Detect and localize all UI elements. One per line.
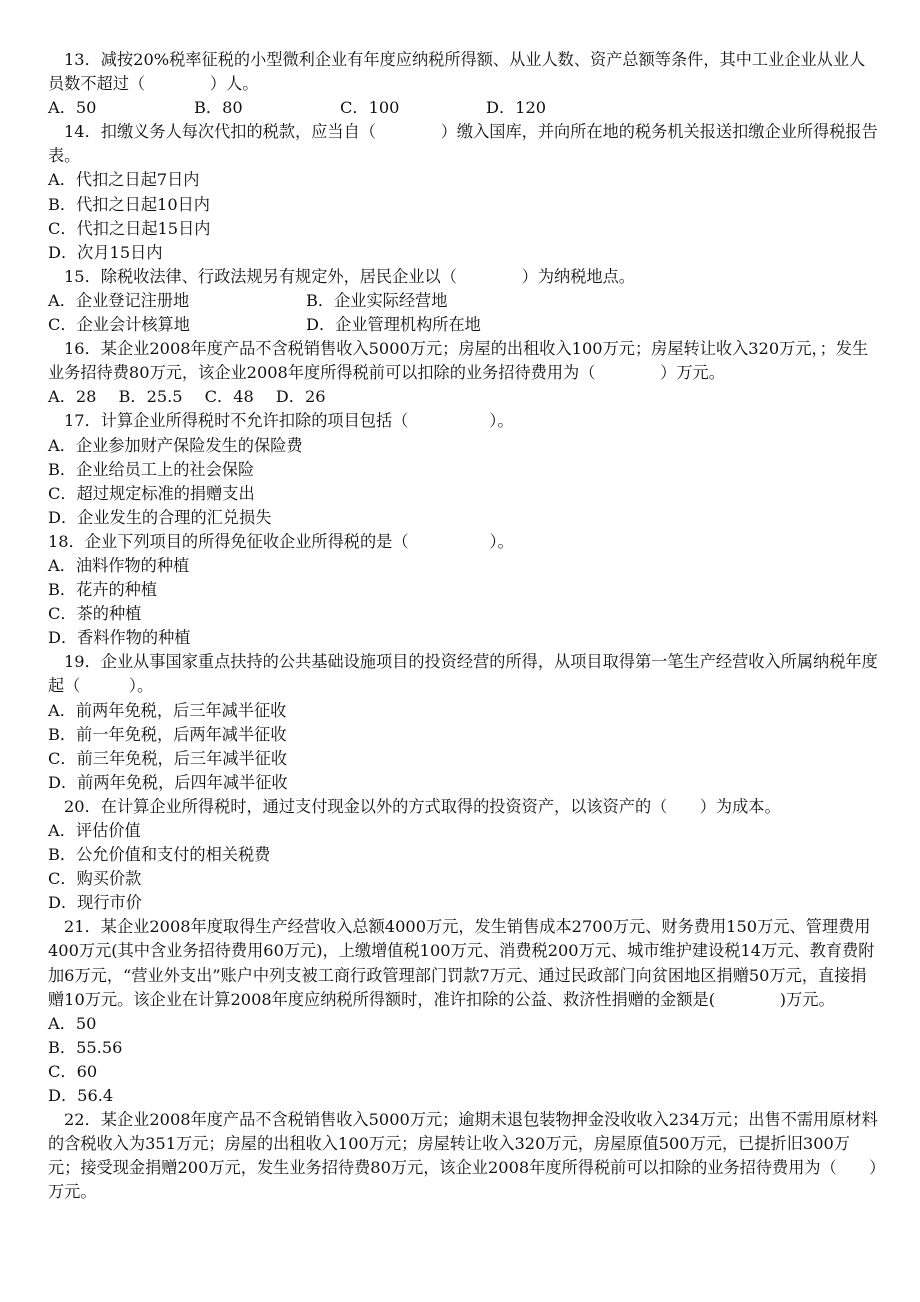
question-22	[48, 1108, 880, 1204]
answer-option: B．企业给员工上的社会保险	[48, 459, 255, 479]
question-18	[48, 530, 880, 650]
question-stem: 20．在计算企业所得税时，通过支付现金以外的方式取得的投资资产，以该资产的（ ）为成本。	[64, 796, 781, 816]
question-14	[48, 120, 880, 265]
answer-option: D．次月15日内	[48, 242, 163, 262]
options-row	[48, 385, 880, 409]
options-row	[48, 289, 880, 313]
answer-option: A．评估价值	[48, 821, 141, 840]
answer-option: B．25.5	[118, 387, 183, 407]
question-stem: 15．除税收法律、行政法规另有规定外，居民企业以（ ）为纳税地点。	[64, 266, 635, 286]
answer-option: A．前两年免税，后三年减半征收	[48, 700, 287, 720]
answer-option: D．56.4	[48, 1086, 114, 1106]
question-stem: 22．某企业2008年度产品不含税销售收入5000万元；逾期未退包装物押金没收收入234万元；出售不需用原材料的含税收入为351万元；房屋的出租收入100万元；房屋转让收入320万元，房屋原值500万元，已提折旧300万元；接受现金捐赠200万元，发生业务招待费80万元，该企业2008年度所得税前可以扣除的业务招待费用为（ ）万元。	[48, 1110, 878, 1202]
answer-option: D．现行市价	[48, 893, 142, 913]
answer-option: C．60	[48, 1061, 98, 1081]
answer-option: A．50	[48, 98, 97, 118]
question-stem: 14．扣缴义务人每次代扣的税款，应当自（ ）缴入国库，并向所在地的税务机关报送扣缴企业所得税报告表。	[48, 122, 878, 166]
options-row	[48, 96, 880, 120]
answer-option: A．代扣之日起7日内	[48, 170, 200, 190]
answer-option: D．香料作物的种植	[48, 628, 191, 648]
options-row	[48, 313, 880, 337]
answer-option: A．油料作物的种植	[48, 555, 190, 575]
question-15	[48, 265, 880, 337]
answer-option: A．企业登记注册地	[48, 290, 190, 310]
answer-option: C．茶的种植	[48, 604, 142, 624]
answer-option: C．100	[340, 98, 400, 118]
question-stem: 21．某企业2008年度取得生产经营收入总额4000万元，发生销售成本2700万元、财务费用150万元、管理费用400万元(其中含业务招待费用60万元)，上缴增值税100万元、消费税200万元、城市维护建设税14万元、教育费附加6万元，“营业外支出”账户中列支被工商行政管理部门罚款7万元、通过民政部门向贫困地区捐赠50万元，直接捐赠10万元。该企业在计算2008年度应纳税所得额时，准许扣除的公益、救济性捐赠的金额是( )万元。	[48, 917, 875, 1009]
answer-option: C．企业会计核算地	[48, 315, 190, 335]
answer-option: A．50	[48, 1013, 97, 1033]
answer-option: C．48	[204, 387, 254, 407]
question-19	[48, 650, 880, 795]
answer-option: B．公允价值和支付的相关税费	[48, 845, 271, 865]
answer-option: C．代扣之日起15日内	[48, 218, 211, 238]
answer-option: C．购买价款	[48, 869, 142, 889]
question-stem: 13．减按20%税率征税的小型微利企业有年度应纳税所得额、从业人数、资产总额等条件，其中工业企业从业人员数不超过（ ）人。	[48, 50, 866, 94]
question-16	[48, 337, 880, 409]
question-20	[48, 795, 880, 915]
answer-option: A．企业参加财产保险发生的保险费	[48, 435, 303, 455]
answer-option: B．80	[194, 98, 243, 118]
answer-option: B．花卉的种植	[48, 580, 158, 600]
question-13	[48, 48, 880, 120]
question-stem: 19．企业从事国家重点扶持的公共基础设施项目的投资经营的所得，从项目取得第一笔生产经营收入所属纳税年度起（ ）。	[48, 652, 878, 696]
answer-option: D．企业管理机构所在地	[306, 315, 481, 335]
answer-option: A．28	[48, 387, 97, 407]
question-21	[48, 915, 880, 1108]
question-stem: 17．计算企业所得税时不允许扣除的项目包括（ ）。	[64, 411, 514, 431]
answer-option: D．企业发生的合理的汇兑损失	[48, 507, 272, 527]
question-stem: 18．企业下列项目的所得免征收企业所得税的是（ ）。	[48, 531, 514, 551]
answer-option: B．企业实际经营地	[306, 290, 448, 310]
question-17	[48, 409, 880, 529]
answer-option: B．代扣之日起10日内	[48, 194, 210, 214]
answer-option: D．前两年免税，后四年减半征收	[48, 772, 288, 792]
question-stem: 16．某企业2008年度产品不含税销售收入5000万元；房屋的出租收入100万元；房屋转让收入320万元，；发生业务招待费80万元，该企业2008年度所得税前可以扣除的业务招待费用为（ ）万元。	[48, 339, 869, 383]
answer-option: B．前一年免税，后两年减半征收	[48, 724, 287, 744]
answer-option: D．120	[486, 98, 547, 118]
answer-option: B．55.56	[48, 1037, 123, 1057]
answer-option: D．26	[275, 387, 326, 407]
answer-option: C．超过规定标准的捐赠支出	[48, 483, 255, 503]
answer-option: C．前三年免税，后三年减半征收	[48, 748, 288, 768]
